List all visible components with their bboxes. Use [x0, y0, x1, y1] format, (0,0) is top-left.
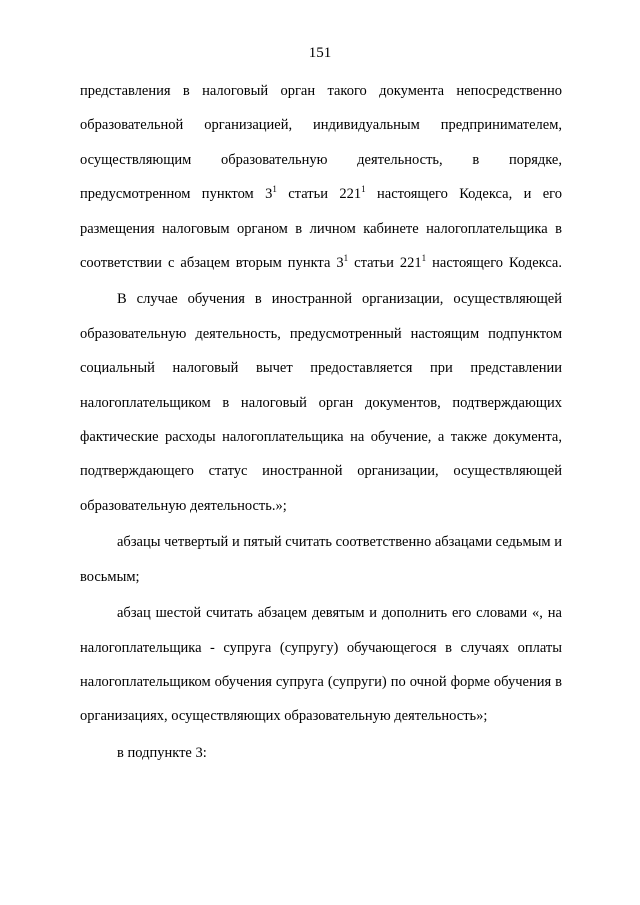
- page-number: 151: [308, 45, 332, 61]
- paragraph-text: статьи 221: [348, 255, 422, 272]
- paragraph-continuation: [80, 74, 562, 280]
- paragraph-amend-clause-six: абзац шестой считать абзацем девятым и дополнить его словами «, на налогоплательщика - супруга (супругу) обучающегося в случаях оплаты налогоплательщиком обучения супруга (супруги) по очной форме обучения в организациях, осуществляющих образовательную деятельность»;: [80, 605, 562, 725]
- paragraph-text: представления в налоговый орган такого документа непосредственно образовательной организацией, индивидуальным предпринимателем, осуществляющим образовательную деятельность, в порядке, предусмотренном пунктом 3: [80, 83, 562, 203]
- paragraph-text: настоящего Кодекса.: [426, 255, 562, 272]
- paragraph-text: статьи 221: [276, 186, 362, 203]
- superscript: 1: [421, 253, 427, 264]
- superscript: 1: [272, 184, 277, 195]
- document-body: [80, 74, 562, 770]
- paragraph-renumber-clauses: абзацы четвертый и пятый считать соответственно абзацами седьмым и восьмым;: [80, 534, 562, 585]
- paragraph-foreign-organization: В случае обучения в иностранной организации, осуществляющей образовательную деятельность, предусмотренный настоящим подпунктом социальный налоговый вычет предоставляется при представлении налогоплательщиком в налоговый орган документов, подтверждающих фактические расходы налогоплательщика на обучение, а также документа, подтверждающего статус иностранной организации, осуществляющей образовательную деятельность.»;: [80, 291, 562, 514]
- superscript: 1: [361, 184, 366, 195]
- paragraph-subclause-three: в подпункте 3:: [117, 744, 207, 761]
- superscript: 1: [343, 253, 349, 264]
- paragraph-text: настоящего Кодекса, и его размещения налоговым органом в личном кабинете налогоплательщика в соответствии с абзацем вторым пункта 3: [80, 186, 562, 272]
